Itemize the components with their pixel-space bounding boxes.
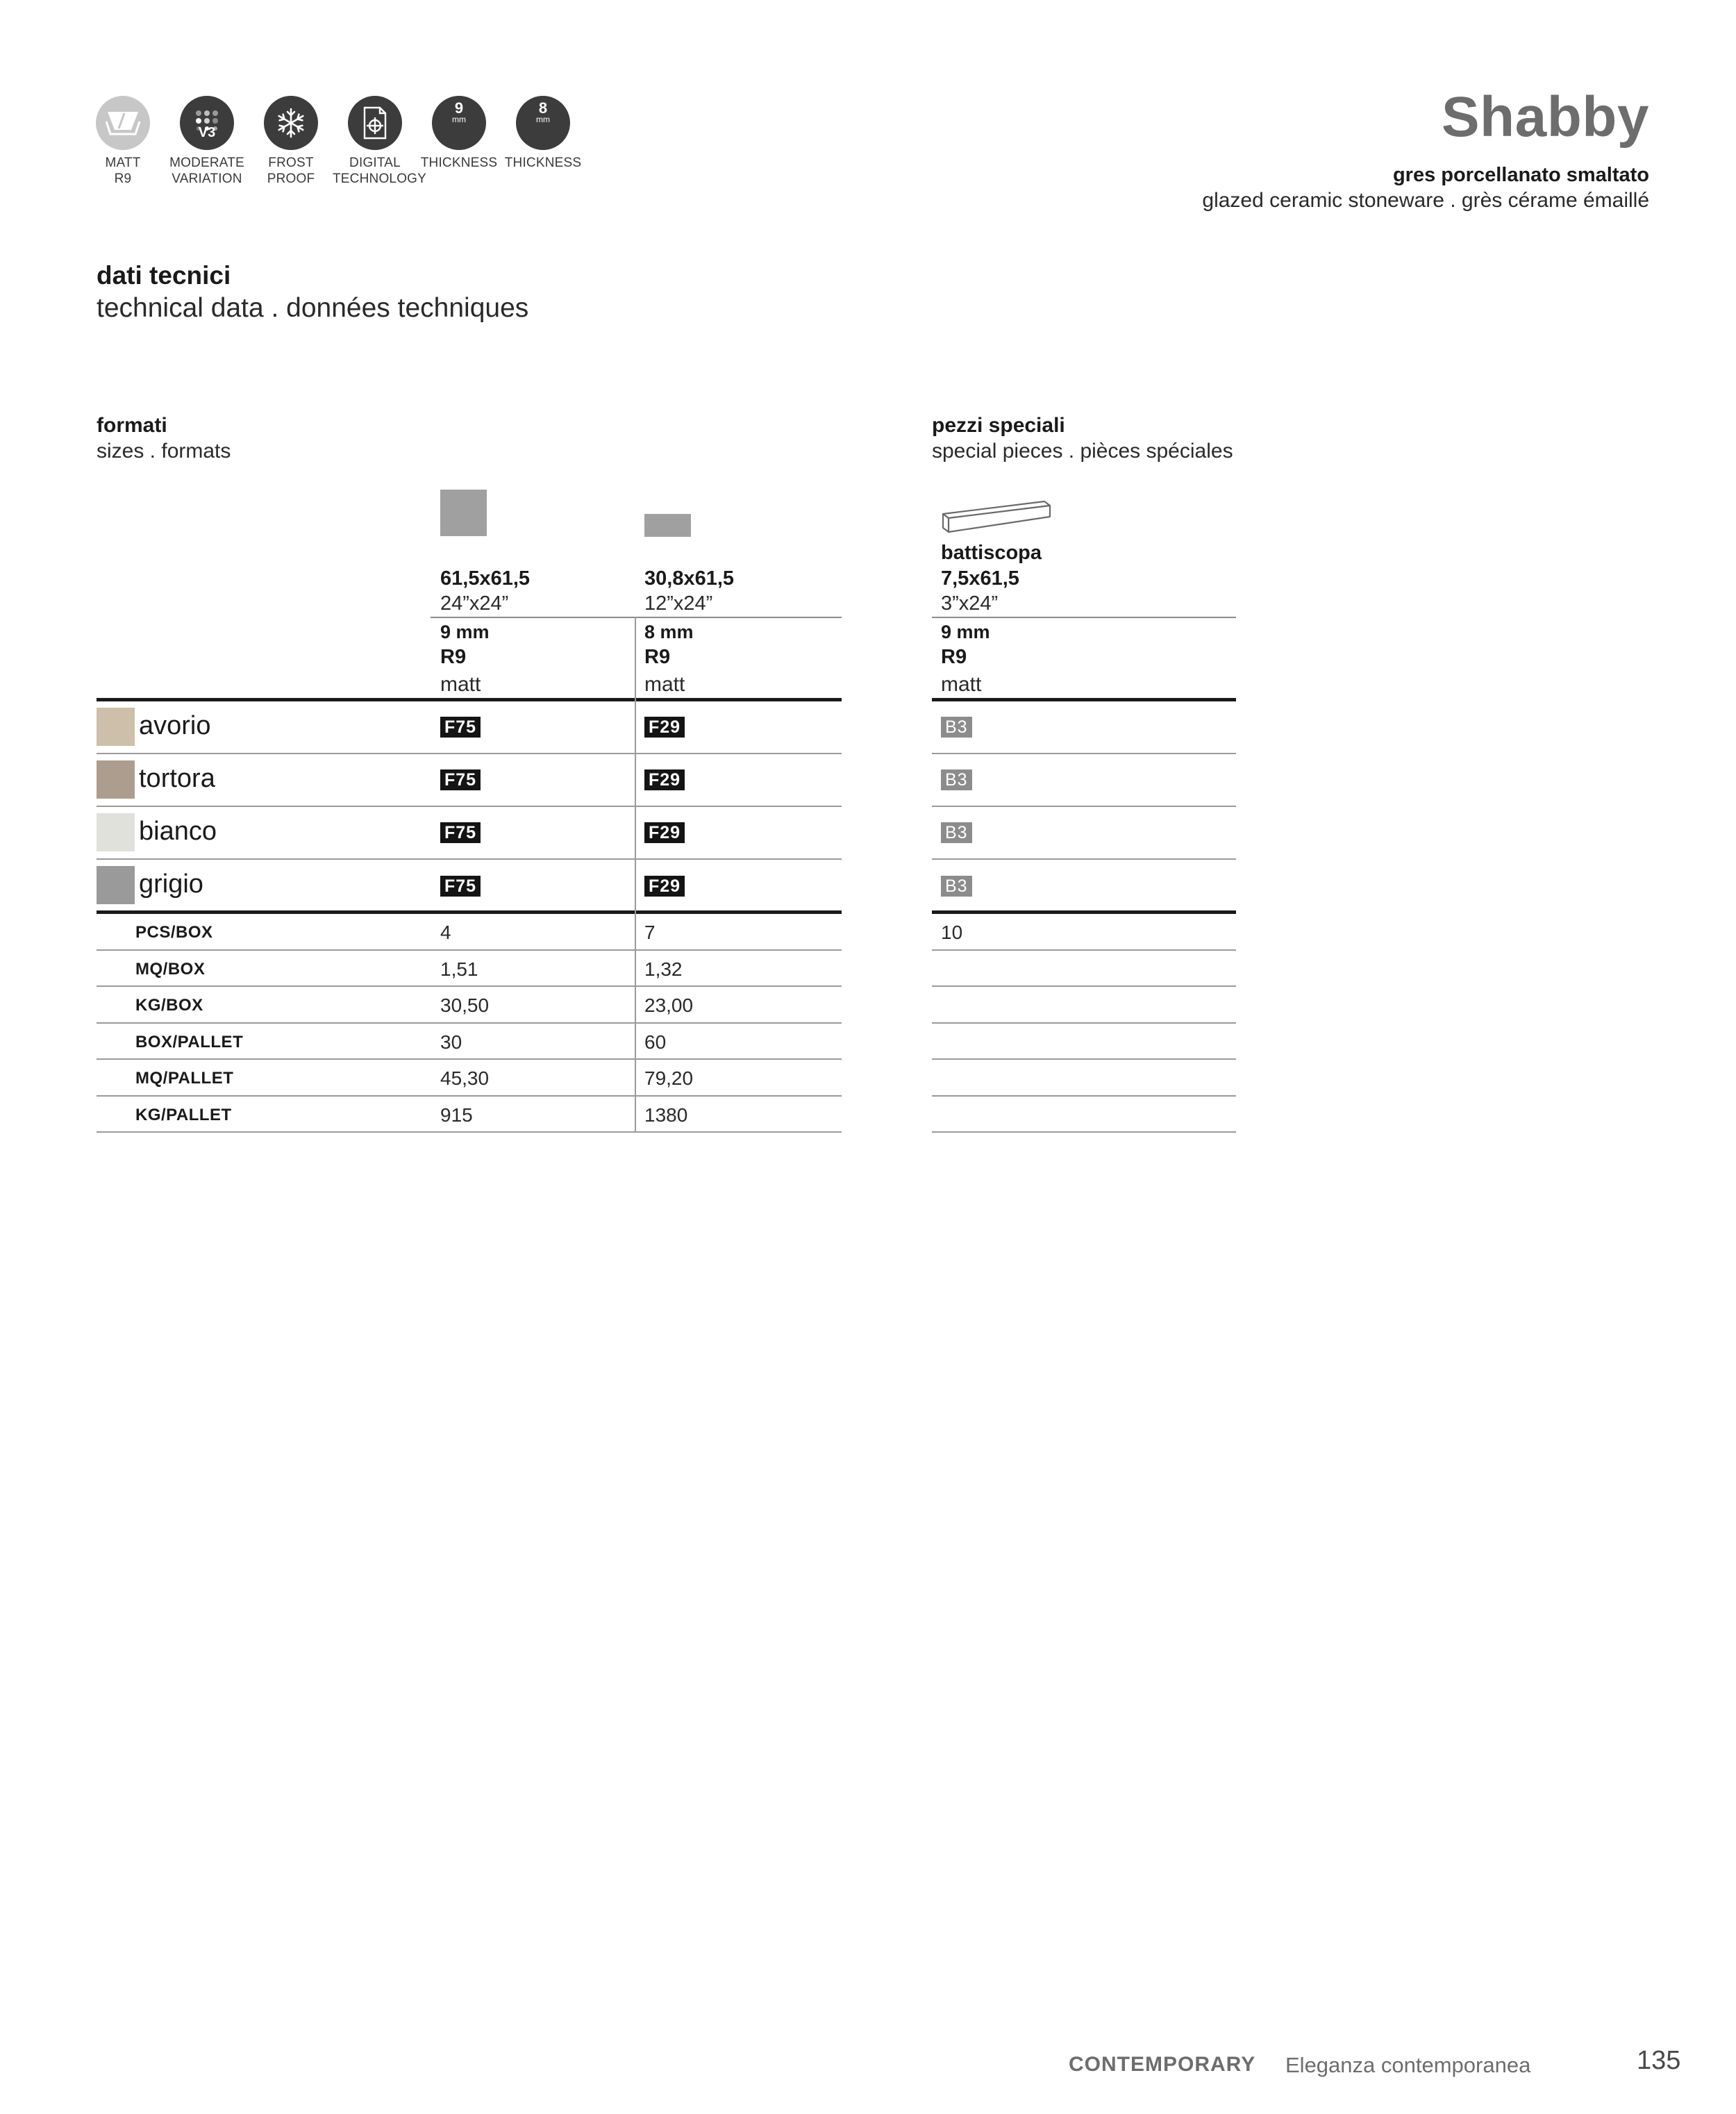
brand-title: Shabby bbox=[1441, 85, 1649, 149]
feature-thickness-9: 9 mm THICKNESS bbox=[417, 96, 501, 171]
format-size: 30,8x61,5 bbox=[644, 567, 735, 590]
special-piece-thickness: 9 mm bbox=[941, 622, 990, 642]
thickness-8mm-icon: 8 mm bbox=[516, 96, 570, 150]
format-size: 61,5x61,5 bbox=[440, 567, 531, 590]
divider bbox=[431, 617, 842, 618]
formats-title: formati bbox=[97, 414, 167, 437]
feature-variation: V3 MODERATE VARIATION bbox=[165, 96, 249, 187]
product-subtitle: gres porcellanato smaltato bbox=[1392, 164, 1649, 186]
special-piece-slip: R9 bbox=[941, 646, 967, 668]
table-top-rule bbox=[97, 698, 842, 701]
color-swatch bbox=[97, 708, 135, 746]
feature-matt: MATT R9 bbox=[81, 96, 165, 187]
color-swatch bbox=[97, 866, 135, 904]
code-badge: F29 bbox=[644, 769, 685, 790]
code-badge: F75 bbox=[440, 876, 481, 897]
size-rectangle-icon bbox=[644, 514, 691, 537]
format-size-inches: 12”x24” bbox=[644, 592, 713, 615]
color-name: tortora bbox=[139, 764, 215, 793]
format-thickness: 9 mm bbox=[440, 622, 490, 642]
color-swatch bbox=[97, 760, 135, 799]
code-badge: F29 bbox=[644, 876, 685, 897]
format-slip: R9 bbox=[644, 646, 671, 668]
special-piece-inches: 3”x24” bbox=[941, 592, 999, 615]
table-mid-rule bbox=[932, 910, 1236, 914]
format-slip: R9 bbox=[440, 646, 467, 668]
code-badge: B3 bbox=[941, 876, 972, 897]
special-pieces-subtitle: special pieces . pièces spéciales bbox=[932, 440, 1233, 463]
code-badge: F29 bbox=[644, 717, 685, 738]
color-name: avorio bbox=[139, 711, 211, 740]
footer-tagline: Eleganza contemporanea bbox=[1285, 2053, 1531, 2077]
table-mid-rule bbox=[97, 910, 842, 914]
section-subtitle: technical data . données techniques bbox=[97, 293, 529, 323]
size-square-icon bbox=[440, 490, 487, 536]
v3-variation-icon: V3 bbox=[180, 96, 234, 150]
color-swatch bbox=[97, 813, 135, 851]
digital-technology-icon bbox=[348, 96, 402, 150]
section-title: dati tecnici bbox=[97, 261, 231, 290]
color-name: bianco bbox=[139, 817, 217, 846]
product-subtitle-translations: glazed ceramic stoneware . grès cérame émaillé bbox=[1202, 189, 1649, 212]
feature-digital: DIGITAL TECHNOLOGY bbox=[333, 96, 417, 187]
feature-thickness-8: 8 mm THICKNESS bbox=[501, 96, 585, 171]
page-number: 135 bbox=[1637, 2046, 1681, 2075]
special-piece-name: battiscopa bbox=[941, 542, 1042, 564]
format-thickness: 8 mm bbox=[644, 622, 694, 642]
footer-category: CONTEMPORARY bbox=[1069, 2053, 1256, 2076]
format-finish: matt bbox=[644, 673, 685, 696]
format-size-inches: 24”x24” bbox=[440, 592, 509, 615]
divider bbox=[932, 617, 1236, 618]
special-pieces-title: pezzi speciali bbox=[932, 414, 1065, 437]
code-badge: F75 bbox=[440, 822, 481, 843]
matt-finish-icon bbox=[96, 96, 150, 150]
special-piece-size: 7,5x61,5 bbox=[941, 567, 1019, 590]
format-finish: matt bbox=[440, 673, 481, 696]
thickness-9mm-icon: 9 mm bbox=[432, 96, 486, 150]
snowflake-icon bbox=[264, 96, 318, 150]
color-name: grigio bbox=[139, 869, 203, 899]
code-badge: F29 bbox=[644, 822, 685, 843]
feature-frost-proof: FROST PROOF bbox=[249, 96, 333, 187]
code-badge: B3 bbox=[941, 769, 972, 790]
code-badge: F75 bbox=[440, 769, 481, 790]
code-badge: F75 bbox=[440, 717, 481, 738]
column-divider bbox=[635, 617, 636, 1132]
code-badge: B3 bbox=[941, 717, 972, 738]
formats-subtitle: sizes . formats bbox=[97, 440, 231, 463]
special-piece-finish: matt bbox=[941, 673, 982, 696]
table-top-rule bbox=[932, 698, 1236, 701]
baseboard-icon bbox=[940, 497, 1051, 540]
code-badge: B3 bbox=[941, 822, 972, 843]
